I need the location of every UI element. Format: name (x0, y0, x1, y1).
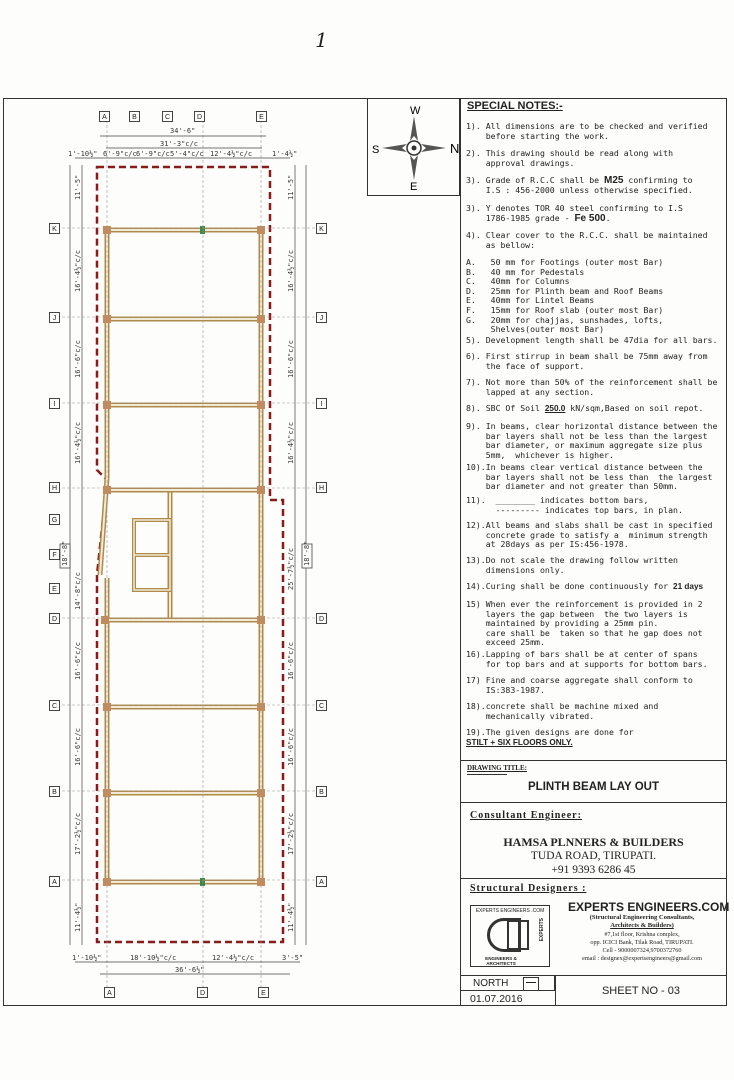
dim-top-1: 1'-10½" (68, 150, 98, 158)
north-box (460, 975, 555, 991)
grid-tag-bottom-e: E (258, 987, 269, 998)
right-box-text: 18'-8" (303, 540, 311, 566)
divider (460, 878, 727, 879)
designer-line-6: email : designex@expertsengineers@gmail.com (582, 955, 702, 962)
dim-bottom-1: 1'-10½" (72, 954, 102, 962)
note-13: 12).All beams and slabs shall be cast in specified concrete grade to satisfy a minimum strength at 28days as per IS:456-1978. (466, 520, 713, 550)
north-label: NORTH (473, 978, 509, 989)
sheet-number: SHEET NO - 03 (555, 975, 727, 1006)
grid-tag-left-c: C (49, 700, 60, 711)
compass-s: S (372, 144, 380, 156)
grid-tag-left-e: E (49, 583, 60, 594)
grid-tag-left-b: B (49, 786, 60, 797)
dim-top-2: 6'-9"c/c (103, 150, 137, 158)
svg-text:17'-2½"c/c: 17'-2½"c/c (74, 812, 82, 855)
dim-bottom-2: 18'-10½"c/c (130, 954, 177, 962)
drawing-title: PLINTH BEAM LAY OUT (528, 781, 659, 793)
svg-text:11'-5": 11'-5" (74, 174, 82, 200)
note-20: 19).The given designs are done for STILT + SIX FLOORS ONLY. (466, 727, 634, 747)
note-17: 16).Lapping of bars shall be at center of spans for top bars and at supports for bottom bars. (466, 649, 708, 669)
note-5: 4). Clear cover to the R.C.C. shall be maintained as bellow: (466, 230, 708, 250)
designer-line-4: opp. ICICI Bank, Tilak Road, TIRUPATI. (590, 939, 694, 946)
right-dims (287, 175, 295, 932)
consultant-phone: +91 9393 6286 45 (551, 864, 636, 876)
grid-tag-top-a: A (99, 111, 110, 122)
svg-text:25'-7½"c/c: 25'-7½"c/c (287, 547, 295, 590)
special-notes-heading: SPECIAL NOTES:- (467, 100, 563, 112)
grid-tag-left-k: K (49, 223, 60, 234)
designer-line-2: Architects & Builders) (610, 922, 674, 929)
grid-tag-top-d: D (194, 111, 205, 122)
grid-tag-left-f: F (49, 549, 60, 560)
grid-tag-left-g: G (49, 514, 60, 525)
note-3: 3). Grade of R.C.C shall be M25 confirming to I.S : 456-2000 unless otherwise specified. (466, 175, 693, 195)
svg-text:16'-4½"c/c: 16'-4½"c/c (287, 421, 295, 464)
dim-top-overall: 34'-6" (170, 127, 196, 135)
grid-tag-top-b: B (129, 111, 140, 122)
divider (460, 802, 727, 803)
beams-longitudinal (100, 230, 261, 882)
grid-tag-left-h: H (49, 482, 60, 493)
dim-bottom-overall: 36'-6½" (175, 966, 205, 974)
note-19: 18).concrete shall be machine mixed and mechanically vibrated. (466, 701, 659, 721)
grid-tag-right-c: C (316, 700, 327, 711)
marker-green (200, 226, 205, 234)
svg-text:16'-4½"c/c: 16'-4½"c/c (287, 249, 295, 292)
svg-text:11'-5": 11'-5" (287, 174, 295, 200)
grid-tag-right-a: A (316, 876, 327, 887)
columns (101, 226, 265, 886)
note-9: 8). SBC Of Soil 250.0 kN/sqm,Based on soil repot. (466, 403, 704, 413)
left-dims (74, 175, 82, 932)
svg-text:16'-4½"c/c: 16'-4½"c/c (74, 249, 82, 292)
dim-top-3: 6'-9"c/c (136, 150, 170, 158)
designer-line-1: (Structural Engineering Consultants, (589, 914, 695, 921)
designer-name: EXPERTS ENGINEERS.COM (568, 900, 730, 914)
note-7: 6). First stirrup in beam shall be 75mm away from the face of support. (466, 351, 708, 371)
dim-top-4: 5'-4"c/c (170, 150, 204, 158)
svg-text:11'-4½": 11'-4½" (287, 902, 295, 932)
beams-transverse (105, 230, 261, 882)
grid-tag-top-c: C (162, 111, 173, 122)
svg-text:16'-6"c/c: 16'-6"c/c (74, 340, 82, 378)
svg-text:16'-6"c/c: 16'-6"c/c (74, 728, 82, 766)
grid-tag-right-i: I (316, 398, 327, 409)
note-8: 7). Not more than 50% of the reinforcement shall be lapped at any section. (466, 377, 718, 397)
dim-bottom-3: 12'-4½"c/c (212, 954, 255, 962)
grid-tag-right-k: K (316, 223, 327, 234)
compass-n: N (450, 141, 460, 156)
divider (460, 760, 727, 761)
designer-line-5: Cell - 9000007324,9700372760 (602, 947, 682, 954)
note-16: 15) When ever the reinforcement is provided in 2 layers the gap between the two layers is maintained by providing a 25mm pin. care shall be taken so that he gap does not exceed 25mm. (466, 599, 703, 648)
note-10: 9). In beams, clear horizontal distance between the bar layers shall not be less than the largest bar diameter, or maximum aggregate size plus 5mm, whichever is higher. (466, 421, 718, 460)
note-15: 14).Curing shall be done continuously for 21 days (466, 581, 704, 591)
compass-w: W (410, 105, 421, 117)
page-mark: 1 (315, 28, 328, 52)
svg-text:16'-6"c/c: 16'-6"c/c (287, 340, 295, 378)
logo-square-shape (507, 920, 529, 950)
drawing-date: 01.07.2016 (470, 993, 523, 1005)
grid-tag-left-j: J (49, 312, 60, 323)
north-arrow-icon: — (523, 977, 539, 991)
designer-line-3: #7,1st floor, Krishna complex, (604, 931, 680, 938)
grid-tag-left-a: A (49, 876, 60, 887)
dim-top-5: 12'-4½"c/c (210, 150, 253, 158)
svg-text:16'-6"c/c: 16'-6"c/c (74, 642, 82, 680)
grid-tag-right-h: H (316, 482, 327, 493)
logo-bottom-text: ENGINEERS & ARCHITECTS (485, 956, 517, 966)
cover-list: A. 50 mm for Footings (outer most Bar) B. 40 mm for Pedestals C. 40mm for Columns D. 25mm for Plinth beam and Roof Beams E. 40mm for Lintel Beams F. 15mm for Roof slab (outer most Bar) G. 20mm for chajjas, sunshades, lofts, Shelves(outer most Bar) (466, 257, 664, 335)
dim-top-6: 1'-4½" (272, 150, 298, 158)
svg-text:16'-6"c/c: 16'-6"c/c (287, 642, 295, 680)
logo-side-text: EXPERTS (539, 918, 545, 942)
grid-tag-bottom-a: A (104, 987, 115, 998)
dim-top-cc: 31'-3"c/c (160, 140, 198, 148)
note-18: 17) Fine and coarse aggregate shall conform to IS:383-1987. (466, 675, 693, 695)
company-logo (470, 905, 550, 967)
note-4: 3). Y denotes TOR 40 steel confirming to I.S 1786-1985 grade - Fe 500. (466, 203, 683, 224)
note-6: 5). Development length shall be 47dia for all bars. (466, 335, 718, 345)
consultant-address: TUDA ROAD, TIRUPATI. (530, 850, 657, 862)
grid-tag-bottom-d: D (197, 987, 208, 998)
svg-text:11'-4½": 11'-4½" (74, 902, 82, 932)
compass-e: E (410, 181, 418, 193)
grid-tag-top-e: E (256, 111, 267, 122)
svg-text:17'-2½"c/c: 17'-2½"c/c (287, 812, 295, 855)
note-12: 11). ________ indicates bottom bars, --------- indicates top bars, in plan. (466, 495, 683, 515)
dim-bottom-4: 3'-5" (282, 954, 304, 962)
grid-tag-right-b: B (316, 786, 327, 797)
drawing-title-label: DRAWING TITLE: (467, 764, 527, 772)
grid-tag-right-j: J (316, 312, 327, 323)
note-14: 13).Do not scale the drawing follow written dimensions only. (466, 555, 678, 575)
note-2: 2). This drawing should be read along with approval drawings. (466, 148, 674, 168)
plinth-beam-plan (0, 98, 460, 1006)
structural-label: Structural Designers : (470, 883, 587, 894)
note-11: 10).In beams clear vertical distance between the bar layers shall not be less than the largest bar diameter and not greater than 50mm. (466, 462, 713, 492)
left-box-text: 18'-8" (61, 540, 69, 566)
consultant-name: HAMSA PLNNERS & BUILDERS (503, 835, 684, 849)
svg-text:16'-6"c/c: 16'-6"c/c (287, 728, 295, 766)
logo-top-text: EXPERTS ENGINEERS .COM (475, 908, 545, 914)
grid-tag-left-d: D (49, 613, 60, 624)
plot-boundary (97, 167, 283, 942)
grid-tag-left-i: I (49, 398, 60, 409)
consultant-label: Consultant Engineer: (470, 810, 582, 821)
svg-text:16'-4½"c/c: 16'-4½"c/c (74, 421, 82, 464)
note-1: 1). All dimensions are to be checked and verified before starting the work. (466, 121, 708, 141)
grid-tag-right-d: D (316, 613, 327, 624)
divider (467, 774, 507, 775)
svg-text:14'-8"c/c: 14'-8"c/c (74, 572, 82, 610)
marker-green (200, 878, 205, 886)
